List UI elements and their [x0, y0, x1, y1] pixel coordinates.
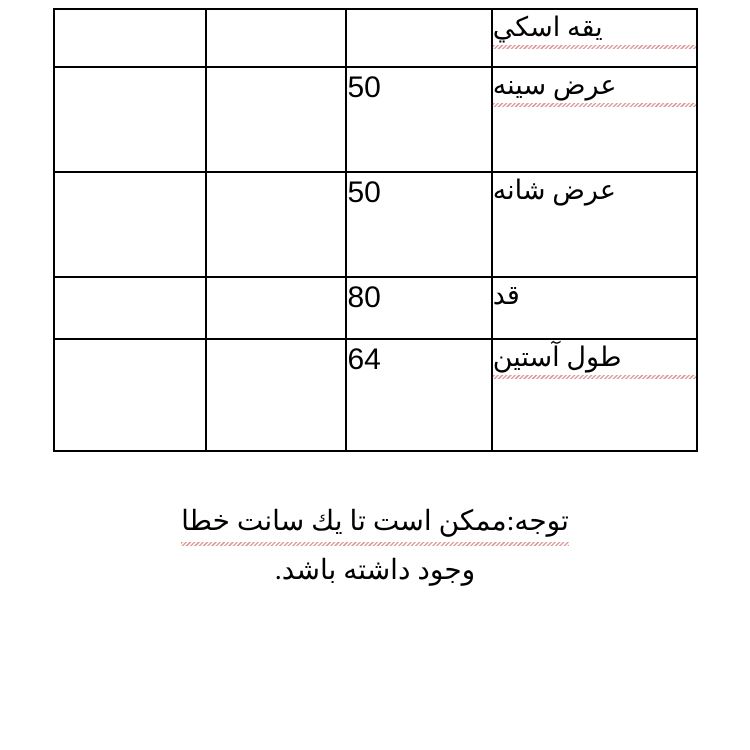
row-extra2-length	[54, 277, 206, 339]
row-label-sleeve-length	[492, 339, 697, 451]
note-line-2: وجود داشته باشد.	[274, 555, 476, 587]
row-extra1-length	[206, 277, 346, 339]
row-value-chest-width: 50	[346, 67, 491, 172]
row-extra2-shoulder-width	[54, 172, 206, 277]
row-extra1-collar	[206, 9, 346, 67]
row-value-collar	[346, 9, 491, 67]
row-label-text: عرض شانه	[492, 175, 616, 205]
row-value-length: 80	[346, 277, 491, 339]
row-label-collar	[492, 9, 697, 67]
row-label-length	[492, 277, 697, 339]
row-label-chest-width	[492, 67, 697, 172]
row-label-text: يقه اسكي	[493, 10, 696, 46]
row-extra2-sleeve-length	[54, 339, 206, 451]
table-row	[54, 339, 697, 451]
table-body	[54, 9, 697, 451]
table-row	[54, 277, 697, 339]
row-label-text: قد	[492, 280, 520, 310]
row-extra1-sleeve-length	[206, 339, 346, 451]
table-row	[54, 172, 697, 277]
row-label-shoulder-width	[492, 172, 697, 277]
row-extra2-chest-width	[54, 67, 206, 172]
table-row	[54, 67, 697, 172]
row-extra2-collar	[54, 9, 206, 67]
row-extra1-chest-width	[206, 67, 346, 172]
row-label-text: عرض سينه	[493, 68, 696, 104]
row-value-sleeve-length: 64	[346, 339, 491, 451]
note-line-1: توجه:ممكن است تا يك سانت خطا	[181, 500, 569, 543]
row-label-text: طول آستين	[493, 340, 696, 376]
row-value-shoulder-width: 50	[346, 172, 491, 277]
table-row	[54, 9, 697, 67]
measurements-table	[53, 8, 698, 452]
row-extra1-shoulder-width	[206, 172, 346, 277]
note-text	[40, 500, 710, 593]
